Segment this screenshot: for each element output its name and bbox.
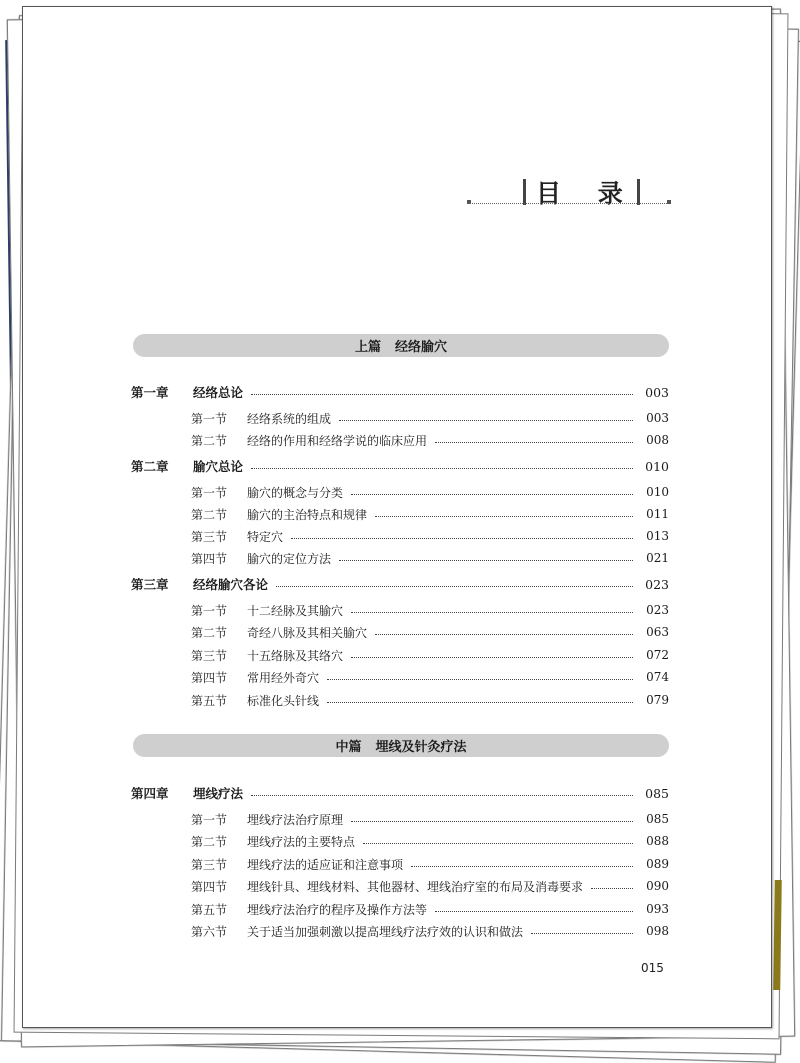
leader-dots bbox=[351, 657, 633, 658]
section-label: 第四节 bbox=[191, 551, 228, 566]
leader-dots bbox=[251, 394, 633, 395]
section-title: 腧穴的主治特点和规律 bbox=[247, 507, 368, 522]
page-ref: 063 bbox=[646, 625, 669, 639]
toc-chapter-row[interactable] bbox=[131, 783, 669, 803]
page-ref: 023 bbox=[646, 603, 669, 617]
leader-dots bbox=[411, 866, 633, 867]
leader-dots bbox=[327, 702, 633, 703]
page-ref: 085 bbox=[645, 785, 669, 801]
page-ref: 021 bbox=[646, 551, 669, 565]
part-heading bbox=[133, 334, 669, 357]
toc-section-row[interactable] bbox=[131, 667, 669, 687]
toc-section-row[interactable] bbox=[131, 645, 669, 665]
section-title: 标准化头针线 bbox=[247, 693, 320, 708]
chapter-title: 埋线疗法 bbox=[193, 786, 244, 801]
title-rule bbox=[469, 203, 669, 204]
toc-chapter-row[interactable] bbox=[131, 382, 669, 402]
page-number: 015 bbox=[641, 961, 664, 975]
leader-dots bbox=[351, 612, 633, 613]
toc-section-row[interactable] bbox=[131, 921, 669, 941]
page-ref: 003 bbox=[645, 384, 669, 400]
toc-chapter-row[interactable] bbox=[131, 574, 669, 594]
chapter-title: 经络总论 bbox=[193, 385, 244, 400]
section-title: 十二经脉及其腧穴 bbox=[247, 603, 344, 618]
leader-dots bbox=[435, 442, 633, 443]
toc-section-row[interactable] bbox=[131, 690, 669, 710]
leader-dots bbox=[291, 538, 633, 539]
section-title: 埋线疗法的适应证和注意事项 bbox=[247, 857, 404, 872]
section-label: 第三节 bbox=[191, 529, 228, 544]
section-title: 腧穴的概念与分类 bbox=[247, 485, 344, 500]
leader-dots bbox=[591, 888, 633, 889]
section-label: 第三节 bbox=[191, 648, 228, 663]
toc-page bbox=[22, 6, 772, 1028]
toc-section-row[interactable] bbox=[131, 548, 669, 568]
section-title: 经络的作用和经络学说的临床应用 bbox=[247, 433, 428, 448]
page-ref: 074 bbox=[646, 670, 669, 684]
toc-section-row[interactable] bbox=[131, 482, 669, 502]
leader-dots bbox=[251, 468, 633, 469]
leader-dots bbox=[375, 634, 633, 635]
toc-section-row[interactable] bbox=[131, 809, 669, 829]
section-title: 埋线针具、埋线材料、其他器材、埋线治疗室的布局及消毒要求 bbox=[247, 879, 584, 894]
part-label: 中篇 bbox=[335, 740, 362, 755]
chapter-title: 经络腧穴各论 bbox=[193, 577, 269, 592]
toc-section-row[interactable] bbox=[131, 831, 669, 851]
leader-dots bbox=[251, 795, 633, 796]
chapter-title: 腧穴总论 bbox=[193, 459, 244, 474]
page-ref: 093 bbox=[646, 902, 669, 916]
page-ref: 098 bbox=[646, 924, 669, 938]
page-ref: 023 bbox=[645, 576, 669, 592]
toc-section-row[interactable] bbox=[131, 526, 669, 546]
section-label: 第五节 bbox=[191, 902, 228, 917]
section-title: 奇经八脉及其相关腧穴 bbox=[247, 625, 368, 640]
toc-title: 目 录 bbox=[536, 179, 637, 208]
toc-chapter-row[interactable] bbox=[131, 456, 669, 476]
leader-dots bbox=[339, 560, 633, 561]
page-ref: 011 bbox=[646, 507, 669, 521]
section-title: 埋线疗法治疗原理 bbox=[247, 812, 344, 827]
chapter-label: 第二章 bbox=[131, 459, 169, 474]
section-label: 第四节 bbox=[191, 879, 228, 894]
part-title: 埋线及针灸疗法 bbox=[375, 740, 467, 755]
toc-section-row[interactable] bbox=[131, 854, 669, 874]
page-ref: 003 bbox=[646, 411, 669, 425]
section-title: 经络系统的组成 bbox=[247, 411, 332, 426]
section-label: 第三节 bbox=[191, 857, 228, 872]
section-label: 第一节 bbox=[191, 603, 228, 618]
section-title: 关于适当加强刺激以提高埋线疗法疗效的认识和做法 bbox=[247, 924, 524, 939]
section-title: 常用经外奇穴 bbox=[247, 670, 320, 685]
page-ref: 010 bbox=[646, 485, 669, 499]
part-label: 上篇 bbox=[354, 340, 381, 355]
leader-dots bbox=[375, 516, 633, 517]
part-title: 经络腧穴 bbox=[395, 340, 448, 355]
section-title: 腧穴的定位方法 bbox=[247, 551, 332, 566]
leader-dots bbox=[327, 679, 633, 680]
title-rule-dot bbox=[667, 200, 671, 204]
toc-section-row[interactable] bbox=[131, 622, 669, 642]
page-ref: 008 bbox=[646, 433, 669, 447]
page-ref: 089 bbox=[646, 857, 669, 871]
toc-section-row[interactable] bbox=[131, 408, 669, 428]
toc-section-row[interactable] bbox=[131, 600, 669, 620]
leader-dots bbox=[351, 494, 633, 495]
section-label: 第六节 bbox=[191, 924, 228, 939]
page-ref: 072 bbox=[646, 648, 669, 662]
chapter-label: 第四章 bbox=[131, 786, 169, 801]
toc-section-row[interactable] bbox=[131, 430, 669, 450]
section-label: 第二节 bbox=[191, 625, 228, 640]
page-ref: 079 bbox=[646, 693, 669, 707]
section-label: 第一节 bbox=[191, 411, 228, 426]
section-label: 第一节 bbox=[191, 812, 228, 827]
chapter-label: 第一章 bbox=[131, 385, 169, 400]
section-label: 第二节 bbox=[191, 834, 228, 849]
section-label: 第四节 bbox=[191, 670, 228, 685]
section-title: 埋线疗法的主要特点 bbox=[247, 834, 356, 849]
page-ref: 085 bbox=[646, 812, 669, 826]
part-heading bbox=[133, 734, 669, 757]
page-ref: 013 bbox=[646, 529, 669, 543]
page-ref: 090 bbox=[646, 879, 669, 893]
toc-section-row[interactable] bbox=[131, 504, 669, 524]
section-label: 第五节 bbox=[191, 693, 228, 708]
page-ref: 010 bbox=[645, 458, 669, 474]
leader-dots bbox=[435, 911, 633, 912]
section-label: 第一节 bbox=[191, 485, 228, 500]
leader-dots bbox=[531, 933, 633, 934]
section-title: 特定穴 bbox=[247, 529, 284, 544]
leader-dots bbox=[276, 586, 633, 587]
leader-dots bbox=[363, 843, 633, 844]
section-label: 第二节 bbox=[191, 433, 228, 448]
title-bar-right bbox=[637, 179, 640, 205]
leader-dots bbox=[351, 821, 633, 822]
page-ref: 088 bbox=[646, 834, 669, 848]
section-title: 埋线疗法治疗的程序及操作方法等 bbox=[247, 902, 428, 917]
leader-dots bbox=[339, 420, 633, 421]
chapter-label: 第三章 bbox=[131, 577, 169, 592]
section-label: 第二节 bbox=[191, 507, 228, 522]
section-title: 十五络脉及其络穴 bbox=[247, 648, 344, 663]
toc-section-row[interactable] bbox=[131, 899, 669, 919]
toc-section-row[interactable] bbox=[131, 876, 669, 896]
